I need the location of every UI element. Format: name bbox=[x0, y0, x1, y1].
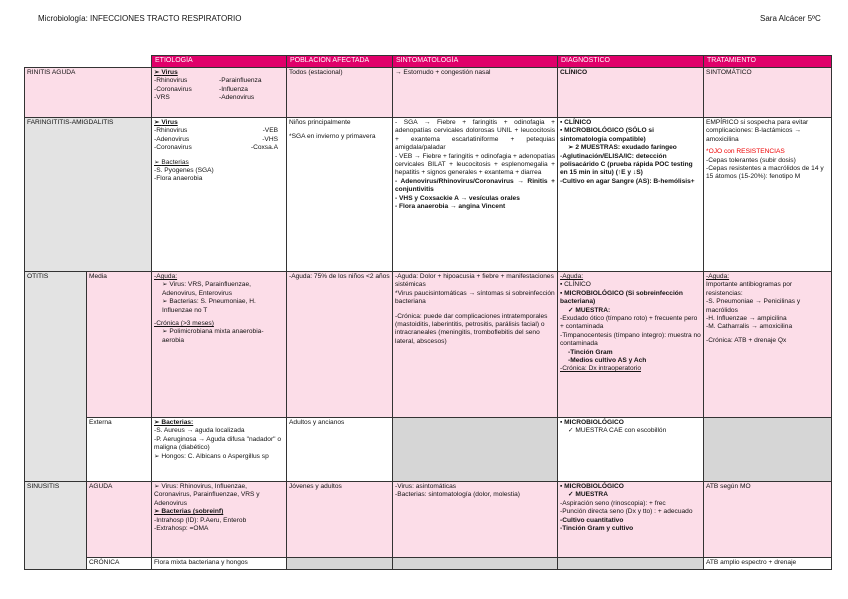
respiratory-infections-table bbox=[24, 55, 832, 570]
row-faringitis bbox=[25, 118, 832, 272]
otitis-externa-diagnostico: ▪ MICROBIOLÓGICO ✓ MUESTRA CAE con escobillón bbox=[558, 418, 704, 482]
sinusitis-cronica-tratamiento: ATB amplio espectro + drenaje bbox=[704, 558, 832, 570]
doc-title: Microbiología: INFECCIONES TRACTO RESPIRATORIO bbox=[38, 14, 242, 23]
rinitis-poblacion: Todos (estacional) bbox=[287, 68, 393, 118]
row-label-sinusitis: SINUSITIS bbox=[25, 482, 87, 570]
col-diagnostico: DIAGNÓSTICO bbox=[558, 56, 704, 68]
rinitis-tratamiento: SINTOMÁTICO bbox=[704, 68, 832, 118]
doc-author: Sara Alcácer 5ºC bbox=[760, 14, 821, 23]
sinusitis-cronica-label: CRÓNICA bbox=[87, 558, 152, 570]
otitis-externa-sint-empty bbox=[393, 418, 558, 482]
sinusitis-aguda-label: AGUDA bbox=[87, 482, 152, 558]
sinusitis-aguda-sintomatologia: -Virus: asintomáticas -Bacterias: sintomatología (dolor, molestia) bbox=[393, 482, 558, 558]
otitis-media-tratamiento: -Aguda: Importante antibiogramas por resistencias: -S. Pneumoniae → Penicilinas y macrólidos -H. Influenzae → ampicilina -M. Catharralis → amoxicilina -Crónica: ATB + drenaje Qx bbox=[704, 272, 832, 418]
rinitis-sintomatologia: → Estornudo + congestión nasal bbox=[393, 68, 558, 118]
col-etiologia: ETIOLOGÍA bbox=[152, 56, 287, 68]
otitis-externa-label: Externa bbox=[87, 418, 152, 482]
sinusitis-aguda-etiologia: ➢ Virus: Rhinovirus, Influenzae, Coronavirus, Parainfluenzae, VRS y Adenovirus ➢ Bacterias (sobreinf) -Intrahosp (ID): P.Aeru, Enterob -Extrahosp: =OMA bbox=[152, 482, 287, 558]
otitis-externa-poblacion: Adultos y ancianos bbox=[287, 418, 393, 482]
faringitis-poblacion: Niños principalmente *SGA en invierno y primavera bbox=[287, 118, 393, 272]
otitis-media-poblacion: -Aguda: 75% de los niños <2 años bbox=[287, 272, 393, 418]
otitis-media-sintomatologia: -Aguda: Dolor + hipoacusia + fiebre + manifestaciones sistémicas *Virus paucisintomáticas → síntomas si sobreinfección bacteriana -Crónica: puede dar complicaciones intratemporales (mastoiditis, laberintitis, petrositis, parálisis facial) o intracraneales (meningitis, tromboflebitis del seno lateral, abscesos) bbox=[393, 272, 558, 418]
col-sintomatologia: SINTOMATOLOGÍA bbox=[393, 56, 558, 68]
rinitis-diagnostico: CLÍNICO bbox=[558, 68, 704, 118]
otitis-externa-etiologia: ➢ Bacterias: -S. Aureus → aguda localizada -P. Aeruginosa → Aguda difusa "nadador" o maligna (diabético) ➢ Hongos: C. Albicans o Aspergillus sp bbox=[152, 418, 287, 482]
faringitis-etiologia: ➢ Virus -Rhinovirus -Adenovirus -Coronavirus -VEB -VHS -Coxsa.A ➢ Bacterias -S. Pyogenes (SGA) -Flora anaerobia bbox=[152, 118, 287, 272]
virus-heading: ➢ Virus bbox=[154, 69, 178, 76]
row-sinusitis-cronica bbox=[25, 558, 832, 570]
rinitis-etiologia: ➢ Virus -Rhinovirus -Coronavirus -VRS -Parainfluenza -Influenza -Adenovirus bbox=[152, 68, 287, 118]
col-poblacion: POBLACIÓN AFECTADA bbox=[287, 56, 393, 68]
row-otitis-media bbox=[25, 272, 832, 418]
sinusitis-aguda-poblacion: Jóvenes y adultos bbox=[287, 482, 393, 558]
sinusitis-aguda-diagnostico: ▪ MICROBIOLÓGICO ✓ MUESTRA -Aspiración seno (rinoscopia): + frec -Punción directa seno (Dx y tto) : + adecuado -Cultivo cuantitativo -Tinción Gram y cultivo bbox=[558, 482, 704, 558]
corner-blank bbox=[25, 56, 152, 68]
row-label-faringitis: FARINGITITIS-AMIGDALITIS bbox=[25, 118, 152, 272]
sinusitis-cronica-pob-empty bbox=[287, 558, 393, 570]
row-label-otitis: OTITIS bbox=[25, 272, 87, 482]
col-tratamiento: TRATAMIENTO bbox=[704, 56, 832, 68]
row-sinusitis-aguda bbox=[25, 482, 832, 558]
faringitis-diagnostico: ▪ CLÍNICO ▪ MICROBIOLÓGICO (SÓLO si sintomatología compatible) ➢ 2 MUESTRAS: exudado faríngeo -Aglutinación/ELISA/IC: detección polisacárido C (prueba rápida POC testing en 15 min in situ) (↑E y ↓S) -Cultivo en agar Sangre (AS): B-hemólisis+ bbox=[558, 118, 704, 272]
sinusitis-aguda-tratamiento: ATB según MO bbox=[704, 482, 832, 558]
faringitis-tratamiento: EMPÍRICO si sospecha para evitar complicaciones: B-lactámicos → amoxicilina *OJO con RESISTENCIAS -Cepas tolerantes (subir dosis) -Cepas resistentes a macrólidos de 14 y 15 átomos (15-20%): fenotipo M bbox=[704, 118, 832, 272]
otitis-media-etiologia: -Aguda: ➢ Virus: VRS, Parainfluenzae, Adenovirus, Enterovirus ➢ Bacterias: S. Pneumoniae, H. Influenzae no T -Crónica (>3 meses) ➢ Polimicrobiana mixta anaerobia- aerobia bbox=[152, 272, 287, 418]
otitis-media-diagnostico: -Aguda: ▪ CLÍNICO ▪ MICROBIOLÓGICO (Si sobreinfección bacteriana) ✓ MUESTRA: -Exudado ótico (tímpano roto) + frecuente pero + contaminada -Timpanocentesis (tímpano íntegro): muestra no contaminada -Tinción Gram -Medios cultivo AS y Ach -Crónica: Dx intraoperatorio bbox=[558, 272, 704, 418]
otitis-externa-trat-empty bbox=[704, 418, 832, 482]
faringitis-sintomatologia: - SGA → Fiebre + faringitis + odinofagia + adenopatías cervicales dolorosas UNIL + leucocitosis + exantema escarlatiniforme + petequias amigdala/paladar - VEB → Fiebre + faringitis + odinofagia + adenopatías cervicales BILAT + leucocitosis + esplenomegalia + hepatitis + signos generales + exantema + diarrea - Adenovirus/Rhinovirus/Coronavirus → Rinitis + conjuntivitis - VHS y Coxsackie A → vesículas orales - Flora anaerobia → angina Vincent bbox=[393, 118, 558, 272]
sinusitis-cronica-diag-empty bbox=[558, 558, 704, 570]
sinusitis-cronica-sint-empty bbox=[393, 558, 558, 570]
row-otitis-externa bbox=[25, 418, 832, 482]
row-rinitis bbox=[25, 68, 832, 118]
sinusitis-cronica-etiologia: Flora mixta bacteriana y hongos bbox=[152, 558, 287, 570]
row-label-rinitis: RINITIS AGUDA bbox=[25, 68, 152, 118]
otitis-media-label: Media bbox=[87, 272, 152, 418]
